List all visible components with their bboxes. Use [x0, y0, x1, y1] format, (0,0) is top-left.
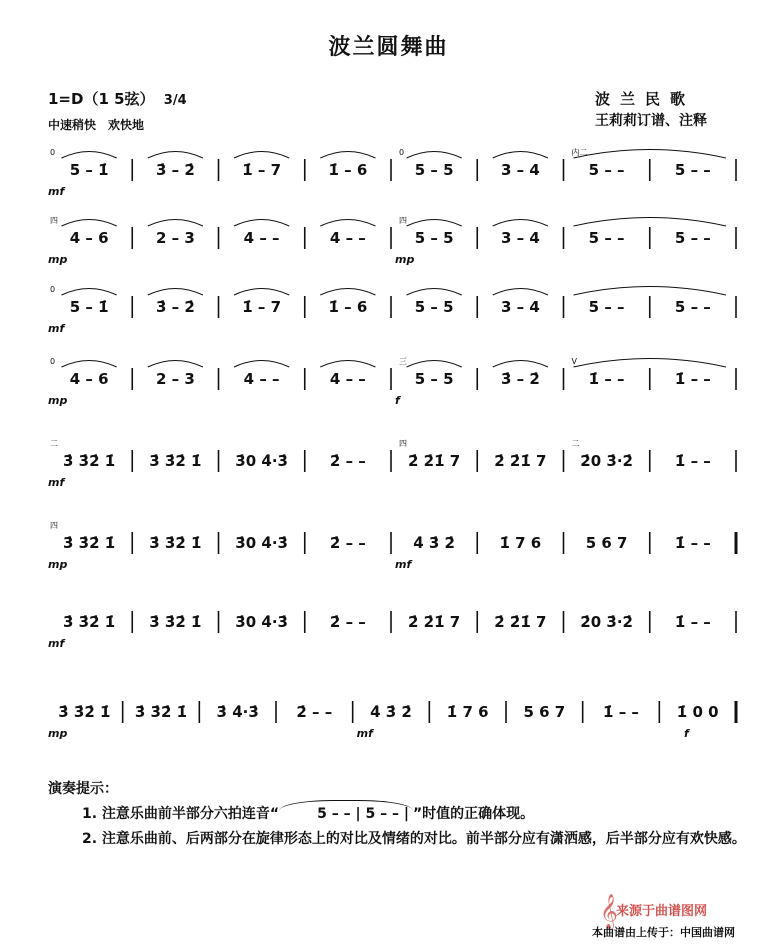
- measure-notes: 5 – –: [674, 229, 711, 247]
- measure-notes: 1̇ 7 6: [499, 534, 542, 552]
- slur: [148, 152, 203, 159]
- tempo-marking: 中速稍快 欢快地: [48, 118, 145, 132]
- measure-notes: 5 – 5: [414, 161, 454, 179]
- measure-notes: 2 – 3: [155, 370, 195, 388]
- slur: [148, 289, 203, 296]
- measure-notes: 3̇ 3̇2̇ 1̇: [63, 534, 116, 552]
- measure-notes: 4 – 6: [69, 370, 109, 388]
- measure-notes: 1̇ – –: [674, 370, 711, 388]
- measure-notes: 3̇ 3̇2̇ 1̇: [134, 703, 188, 721]
- tie: [574, 287, 727, 296]
- slur: [62, 152, 117, 159]
- fingering-mark: 三: [399, 357, 407, 366]
- measure-notes: 2̇0 3̇·2̇: [580, 452, 633, 470]
- measure-notes: 4 – –: [329, 229, 366, 247]
- measure-notes: 1̇ – –: [674, 534, 711, 552]
- slur: [234, 220, 289, 227]
- slur: [148, 220, 203, 227]
- dynamic-marking: mp: [395, 253, 415, 266]
- measure-notes: 2̇ – –: [329, 452, 366, 470]
- measure-notes: 5 – –: [674, 161, 711, 179]
- measure-notes: 2̇ 2̇1̇ 7: [408, 613, 461, 631]
- slur: [148, 361, 203, 368]
- tie: [574, 150, 727, 159]
- slur: [320, 220, 375, 227]
- fingering-mark: 二: [571, 439, 580, 448]
- measure-notes: 1̇ – 7: [242, 161, 282, 179]
- slur: [62, 220, 117, 227]
- fingering-mark: 四: [399, 216, 407, 225]
- dynamic-marking: f: [684, 727, 689, 740]
- measure-notes: 2̇ 2̇1̇ 7: [408, 452, 461, 470]
- measure-notes: 1̇ – 6: [328, 161, 368, 179]
- slur: [407, 289, 462, 296]
- fingering-mark: 0: [50, 357, 56, 366]
- measure-notes: 3̇ – 2̇: [155, 298, 195, 316]
- tip-1: [48, 800, 748, 827]
- slur: [493, 220, 548, 227]
- measure-notes: 1̇ – 6: [328, 298, 368, 316]
- fingering-mark: 内二: [571, 148, 588, 157]
- slur: [407, 220, 462, 227]
- time-signature: 3/4: [163, 93, 187, 108]
- slur: [320, 152, 375, 159]
- measure-notes: 5 – 1̇: [69, 161, 109, 179]
- page-title: 波兰圆舞曲: [328, 35, 449, 60]
- tie: [571, 357, 727, 368]
- slur: [62, 361, 117, 368]
- measure-notes: 3̇ 3̇2̇ 1̇: [149, 452, 202, 470]
- watermark-clef-icon: 𝄞: [600, 894, 618, 929]
- measure-notes: 4̇ 3̇ 2̇: [370, 703, 412, 721]
- measure-notes: 3 – 4: [500, 229, 540, 247]
- measure-notes: 2̇ – –: [329, 613, 366, 631]
- measure-notes: 4 – –: [329, 370, 366, 388]
- slur: [234, 361, 289, 368]
- slur: [493, 361, 548, 368]
- fingering-mark: 二: [50, 439, 58, 448]
- slur: [407, 152, 462, 159]
- tip-1-after: ”时值的正确体现。: [412, 806, 535, 822]
- measure-notes: 5 6 7: [523, 703, 566, 721]
- measure-notes: 2̇ 2̇1̇ 7: [494, 452, 547, 470]
- slur: [320, 361, 375, 368]
- measure-notes: 1̇ – –: [674, 613, 711, 631]
- measure-notes: 1̇ 7 6: [446, 703, 489, 721]
- origin-label: 波兰民歌: [595, 90, 696, 108]
- measure-notes: 3 – 4: [500, 161, 540, 179]
- measure-notes: 5 – –: [588, 229, 625, 247]
- fingering-mark: 四: [399, 439, 407, 448]
- slur: [234, 152, 289, 159]
- measure-notes: 5 – 5: [414, 298, 454, 316]
- measure-notes: 2̇ – –: [296, 703, 333, 721]
- measure-notes: 2̇0 3̇·2̇: [580, 613, 633, 631]
- measure-notes: 3̇ 3̇2̇ 1̇: [63, 613, 116, 631]
- fingering-mark: V: [571, 357, 577, 366]
- measure-notes: 3̇ 3̇2̇ 1̇: [149, 534, 202, 552]
- measure-notes: 4 – 6: [69, 229, 109, 247]
- measure-notes: 3̇ 3̇2̇ 1̇: [149, 613, 202, 631]
- measure-notes: 3 – 4: [500, 298, 540, 316]
- measure-notes: 4̇ 3̇ 2̇: [413, 534, 456, 552]
- measure-notes: 1̇ – 7: [242, 298, 282, 316]
- measure-notes: 2 – 3: [155, 229, 195, 247]
- dynamic-marking: mf: [48, 322, 65, 335]
- editor-label: 王莉莉订谱、注释: [595, 113, 707, 129]
- fingering-mark: 0: [50, 148, 56, 157]
- dynamic-marking: mp: [48, 727, 68, 740]
- fingering-mark: 0: [399, 148, 405, 157]
- tip-1-notes: 5 – – | 5 – – |: [279, 800, 413, 827]
- measure-notes: 3̇ 4̇·3̇: [216, 703, 259, 721]
- measure-notes: 3̇0 4̇·3̇: [235, 534, 288, 552]
- dynamic-marking: mp: [48, 394, 68, 407]
- tips-heading: 演奏提示：: [48, 781, 118, 797]
- measure-notes: 5 – –: [588, 298, 625, 316]
- slur: [320, 289, 375, 296]
- measure-notes: 4 – –: [243, 229, 280, 247]
- key-text: 1=D（1 5弦）: [48, 90, 155, 108]
- measure-notes: 1̇ – –: [588, 370, 625, 388]
- measure-notes: 3̇0 4̇·3̇: [235, 452, 288, 470]
- measure-notes: 5 – 5: [414, 370, 454, 388]
- slur: [493, 289, 548, 296]
- dynamic-marking: mf: [48, 185, 65, 198]
- measure-notes: 3̇ 3̇2̇ 1̇: [58, 703, 111, 721]
- measure-notes: 2̇ – –: [329, 534, 366, 552]
- tip-2: 2. 注意乐曲前、后两部分在旋律形态上的对比及情绪的对比。前半部分应有潇洒感，后半部分应有欢快感。: [82, 831, 746, 847]
- dynamic-marking: mf: [48, 476, 65, 489]
- slur: [62, 289, 117, 296]
- measure-notes: 1̇ – –: [603, 703, 639, 721]
- fingering-mark: 四: [50, 521, 58, 530]
- fingering-mark: 四: [50, 216, 58, 225]
- dynamic-marking: mf: [395, 558, 412, 571]
- measure-notes: 1̇ 0 0: [676, 703, 719, 721]
- fingering-mark: 0: [50, 285, 56, 294]
- slur: [493, 152, 548, 159]
- dynamic-marking: mp: [48, 253, 68, 266]
- measure-notes: 5 6 7: [585, 534, 628, 552]
- measure-notes: 3̇0 4̇·3̇: [235, 613, 288, 631]
- measure-notes: 5 – 1̇: [69, 298, 109, 316]
- dynamic-marking: mf: [356, 727, 373, 740]
- footer-source: 本曲谱由上传于：中国曲谱网: [592, 926, 735, 939]
- measure-notes: 5 – –: [588, 161, 625, 179]
- dynamic-marking: mp: [48, 558, 68, 571]
- measure-notes: 3̇ – 2̇: [500, 370, 540, 388]
- watermark-text: 来源于曲谱图网: [616, 904, 708, 919]
- measure-notes: 1̇ – –: [674, 452, 711, 470]
- dynamic-marking: mf: [48, 637, 65, 650]
- dynamic-marking: f: [395, 394, 400, 407]
- tie: [574, 218, 727, 227]
- slur: [407, 361, 462, 368]
- slur: [234, 289, 289, 296]
- measure-notes: 3̇ – 2̇: [155, 161, 195, 179]
- measure-notes: 3̇ 3̇2̇ 1̇: [63, 452, 116, 470]
- measure-notes: 4 – –: [243, 370, 280, 388]
- measure-notes: 5 – 5: [414, 229, 454, 247]
- measure-notes: 5 – –: [674, 298, 711, 316]
- tip-1-before: 1. 注意乐曲前半部分六拍连音“: [82, 806, 280, 822]
- measure-notes: 2̇ 2̇1̇ 7: [494, 613, 547, 631]
